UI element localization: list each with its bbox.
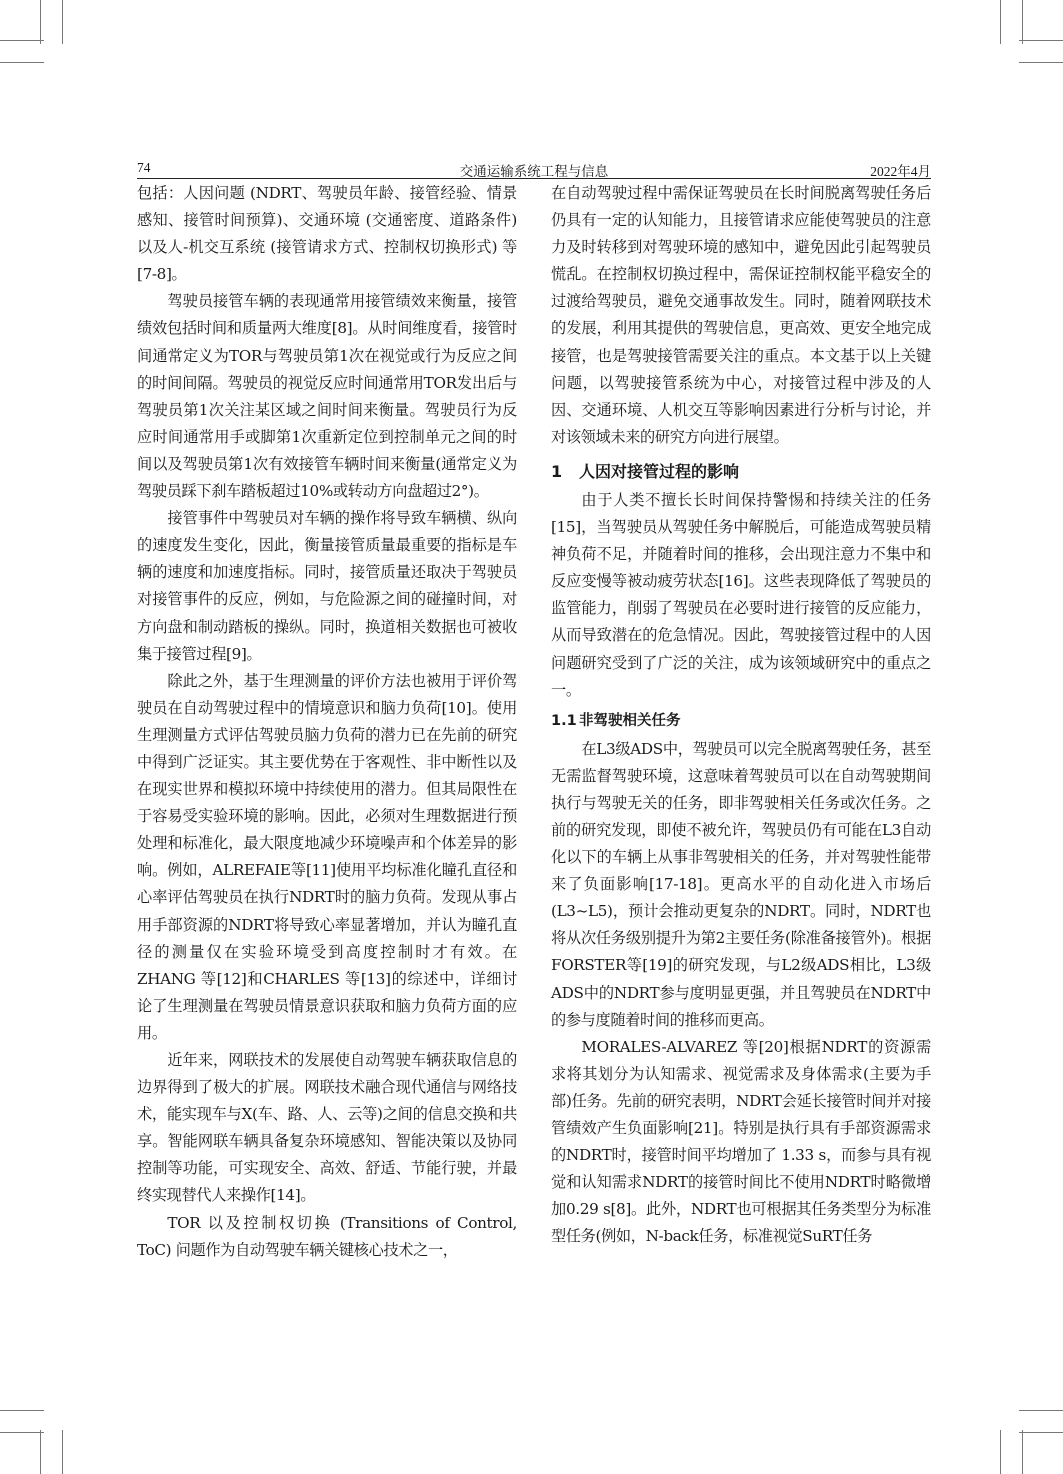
crop-mark xyxy=(40,1430,41,1474)
right-column xyxy=(551,180,931,1250)
crop-mark xyxy=(1000,1430,1001,1474)
page-number: 74 xyxy=(137,160,151,175)
section-heading xyxy=(551,457,931,487)
section-number: 1 xyxy=(551,461,563,481)
crop-mark xyxy=(62,0,63,44)
subsection-title: 非驾驶相关任务 xyxy=(579,712,681,729)
crop-mark xyxy=(1000,0,1001,44)
issue-date: 2022年4月 xyxy=(870,164,931,179)
crop-mark xyxy=(1019,1432,1063,1433)
crop-mark xyxy=(1022,0,1023,44)
paragraph: 由于人类不擅长长时间保持警惕和持续关注的任务[15]，当驾驶员从驾驶任务中解脱后，可能造成驾驶员精神负荷不足，并随着时间的推移，会出现注意力不集中和反应变慢等被动疲劳状态[16]。这些表现降低了驾驶员的监管能力，削弱了驾驶员在必要时进行接管的反应能力，从而导致潜在的危急情况。因此，驾驶接管过程中的人因问题研究受到了广泛的关注，成为该领域研究中的重点之一。 xyxy=(551,490,931,699)
paragraph: 在L3级ADS中，驾驶员可以完全脱离驾驶任务，甚至无需监督驾驶环境，这意味着驾驶员可以在自动驾驶期间执行与驾驶无关的任务，即非驾驶相关任务或次任务。之前的研究发现，即使不被允许，驾驶员仍有可能在L3自动化以下的车辆上从事非驾驶相关的任务，并对驾驶性能带来了负面影响[17-18]。更高水平的自动化进入市场后(L3~L5)，预计会推动更复杂的NDRT。同时，NDRT也将从次任务级别提升为第2主要任务(除准备接管外)。根据FORSTER等[19]的研究发现，与L2级ADS相比，L3级ADS中的NDRT参与度明显更强，并且驾驶员在NDRT中的参与度随着时间的推移而更高。 xyxy=(551,739,931,1029)
crop-mark xyxy=(40,0,41,44)
paragraph: 在自动驾驶过程中需保证驾驶员在长时间脱离驾驶任务后仍具有一定的认知能力，且接管请求应能使驾驶员的注意力及时转移到对驾驶环境的感知中，避免因此引起驾驶员慌乱。在控制权切换过程中，需保证控制权能平稳安全的过渡给驾驶员，避免交通事故发生。同时，随着网联技术的发展，利用其提供的驾驶信息，更高效、更安全地完成接管，也是驾驶接管需要关注的重点。本文基于以上关键问题，以驾驶接管系统为中心，对接管过程中涉及的人因、交通环境、人机交互等影响因素进行分析与讨论，并对该领域未来的研究方向进行展望。 xyxy=(551,184,931,446)
paragraph: TOR 以及控制权切换 (Transitions of Control, ToC) 问题作为自动驾驶车辆关键核心技术之一， xyxy=(137,1213,517,1259)
paragraph: 除此之外，基于生理测量的评价方法也被用于评价驾驶员在自动驾驶过程中的情境意识和脑力负荷[10]。使用生理测量方式评估驾驶员脑力负荷的潜力已在先前的研究中得到广泛证实。其主要优势在于客观性、非中断性以及在现实世界和模拟环境中持续使用的潜力。但其局限性在于容易受实验环境的影响。因此，必须对生理数据进行预处理和标准化，最大限度地减少环境噪声和个体差异的影响。例如，ALREFAIE等[11]使用平均标准化瞳孔直径和心率评估驾驶员在执行NDRT时的脑力负荷。发现从事占用手部资源的NDRT将导致心率显著增加，并认为瞳孔直径的测量仅在实验环境受到高度控制时才有效。在ZHANG 等[12]和CHARLES 等[13]的综述中，详细讨论了生理测量在驾驶员情景意识获取和脑力负荷方面的应用。 xyxy=(137,671,517,1042)
crop-mark xyxy=(1022,1430,1023,1474)
crop-mark xyxy=(0,1432,44,1433)
subsection-heading xyxy=(551,706,931,736)
paragraph: 近年来，网联技术的发展使自动驾驶车辆获取信息的边界得到了极大的扩展。网联技术融合现代通信与网络技术，能实现车与X(车、路、人、云等)之间的信息交换和共享。智能网联车辆具备复杂环境感知、智能决策以及协同控制等功能，可实现安全、高效、舒适、节能行驶，并最终实现替代人来操作[14]。 xyxy=(137,1051,517,1205)
left-column xyxy=(137,180,517,1264)
crop-mark xyxy=(1019,40,1063,41)
paragraph: MORALES-ALVAREZ 等[20]根据NDRT的资源需求将其划分为认知需求、视觉需求及身体需求(主要为手部)任务。先前的研究表明，NDRT会延长接管时间并对接管绩效产生负面影响[21]。特别是执行具有手部资源需求的NDRT时，接管时间平均增加了 1.33 s，而参与具有视觉和认知需求NDRT的接管时间比不使用NDRT时略微增加0.29 s[8]。此外，NDRT也可根据其任务类型分为标准型任务(例如，N-back任务，标准视觉SuRT任务 xyxy=(551,1037,931,1246)
section-title: 人因对接管过程的影响 xyxy=(579,461,740,481)
crop-mark xyxy=(0,62,44,63)
crop-mark xyxy=(0,1410,44,1411)
paragraph: 接管事件中驾驶员对车辆的操作将导致车辆横、纵向的速度发生变化，因此，衡量接管质量最重要的指标是车辆的速度和加速度指标。同时，接管质量还取决于驾驶员对接管事件的反应，例如，与危险源之间的碰撞时间，对方向盘和制动踏板的操纵。同时，换道相关数据也可被收集于接管过程[9]。 xyxy=(137,509,517,663)
crop-mark xyxy=(62,1430,63,1474)
journal-title: 交通运输系统工程与信息 xyxy=(459,164,609,179)
paragraph: 包括：人因问题 (NDRT、驾驶员年龄、接管经验、情景感知、接管时间预算)、交通环境 (交通密度、道路条件) 以及人-机交互系统 (接管请求方式、控制权切换形式) 等[7-8]。 xyxy=(137,184,517,284)
crop-mark xyxy=(1019,62,1063,63)
crop-mark xyxy=(0,40,44,41)
paragraph: 驾驶员接管车辆的表现通常用接管绩效来衡量，接管绩效包括时间和质量两大维度[8]。从时间维度看，接管时间通常定义为TOR与驾驶员第1次在视觉或行为反应之间的时间间隔。驾驶员的视觉反应时间通常用TOR发出后与驾驶员第1次关注某区域之间时间来衡量。驾驶员行为反应时间通常用手或脚第1次重新定位到控制单元之间的时间以及驾驶员第1次有效接管车辆时间来衡量(通常定义为驾驶员踩下刹车踏板超过10%或转动方向盘超过2°)。 xyxy=(137,292,517,501)
subsection-number: 1.1 xyxy=(551,712,577,729)
crop-mark xyxy=(1019,1410,1063,1411)
running-header xyxy=(137,160,931,179)
